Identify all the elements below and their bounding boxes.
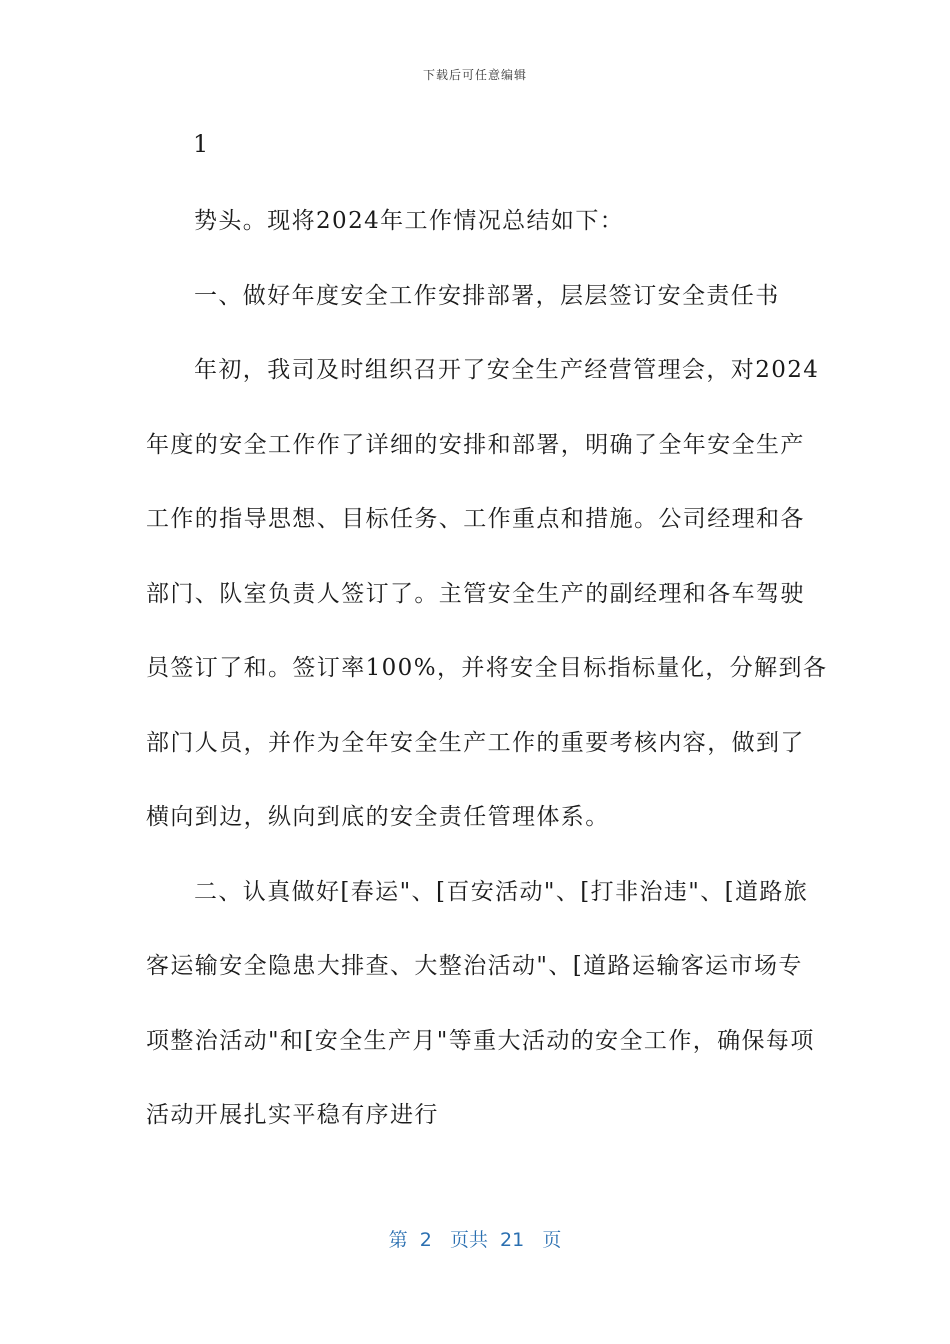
page-marker: 1 xyxy=(193,130,209,158)
paragraph-line: 项整治活动"和[安全生产月"等重大活动的安全工作，确保每项 xyxy=(146,1027,815,1054)
paragraph-line: 横向到边，纵向到底的安全责任管理体系。 xyxy=(146,804,610,830)
page-footer: 第 2 页共 21 页 xyxy=(388,1229,562,1251)
paragraph-line: 客运输安全隐患大排查、大整治活动"、[道路运输客运市场专 xyxy=(146,953,803,979)
paragraph-line: 工作的指导思想、目标任务、工作重点和措施。公司经理和各 xyxy=(146,506,805,532)
paragraph-line: 势头。现将2024年工作情况总结如下： xyxy=(194,208,625,234)
document-body xyxy=(146,198,828,1167)
page-header: 下载后可任意编辑 xyxy=(422,68,527,82)
paragraph-line: 活动开展扎实平稳有序进行 xyxy=(146,1102,439,1128)
paragraph-line: 部门、队室负责人签订了。主管安全生产的副经理和各车驾驶 xyxy=(146,580,805,607)
paragraph-line: 年初，我司及时组织召开了安全生产经营管理会，对2024 xyxy=(194,357,820,383)
paragraph-line: 年度的安全工作作了详细的安排和部署，明确了全年安全生产 xyxy=(146,431,805,458)
paragraph-line: 部门人员，并作为全年安全生产工作的重要考核内容，做到了 xyxy=(146,729,805,756)
section-heading: 二、认真做好[春运"、[百安活动"、[打非治违"、[道路旅 xyxy=(194,878,809,905)
section-heading: 一、做好年度安全工作安排部署，层层签订安全责任书 xyxy=(194,282,780,309)
paragraph-line: 员签订了和。签订率100%，并将安全目标指标量化，分解到各 xyxy=(146,655,828,681)
